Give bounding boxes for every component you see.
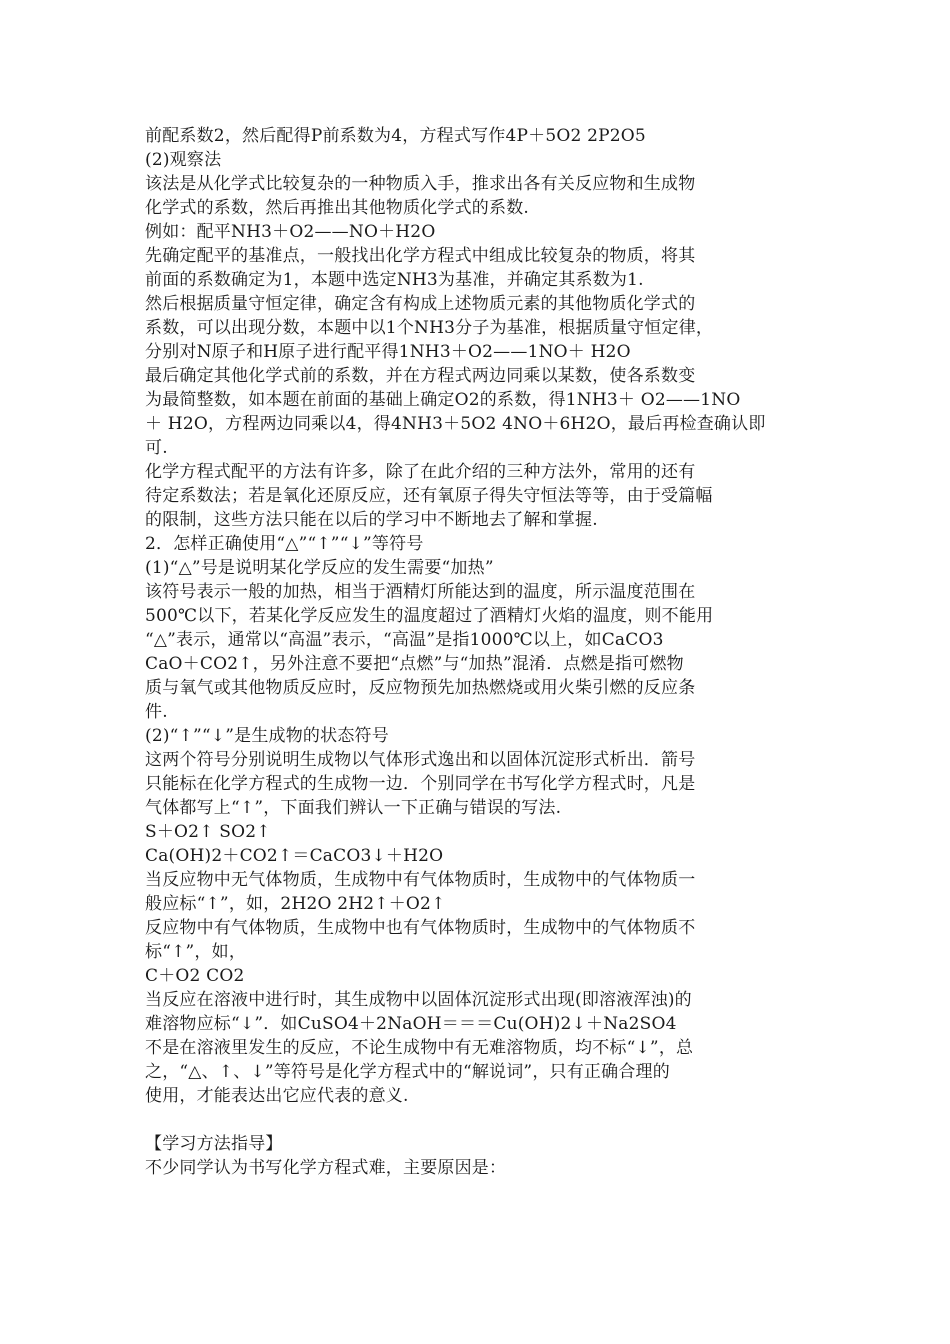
text-line: 2．怎样正确使用“△”“↑”“↓”等符号 [145,534,424,554]
document-body [145,124,810,1180]
text-line: S＋O2↑ SO2↑ [145,822,271,842]
text-line: 系数，可以出现分数，本题中以1个NH3分子为基准，根据质量守恒定律， [145,318,714,338]
text-line: 的限制，这些方法只能在以后的学习中不断地去了解和掌握. [145,510,598,530]
text-line: (1)“△”号是说明某化学反应的发生需要“加热” [145,558,494,578]
text-line: 待定系数法；若是氧化还原反应，还有氧原子得失守恒法等等，由于受篇幅 [145,486,713,506]
text-line: 500℃以下，若某化学反应发生的温度超过了酒精灯火焰的温度，则不能用 [145,606,714,626]
text-line: (2)“↑”“↓”是生成物的状态符号 [145,726,389,746]
text-line: 可. [145,438,168,458]
text-line: 标“↑”，如， [145,942,247,962]
text-line: 例如：配平NH3＋O2——NO＋H2O [145,222,436,242]
text-line: 当反应在溶液中进行时，其生成物中以固体沉淀形式出现(即溶液浑浊)的 [145,990,692,1010]
text-line: 【学习方法指导】 [145,1134,283,1154]
text-line: 为最简整数，如本题在前面的基础上确定O2的系数，得1NH3＋ O2——1NO [145,390,741,410]
text-line: 般应标“↑”，如，2H2O 2H2↑＋O2↑ [145,894,446,914]
text-line: ＋ H2O，方程两边同乘以4，得4NH3＋5O2 4NO＋6H2O，最后再检查确认即 [145,414,766,434]
text-line: 不少同学认为书写化学方程式难，主要原因是： [145,1158,507,1178]
text-line: C＋O2 CO2 [145,966,245,986]
text-line: 之，“△、↑、↓”等符号是化学方程式中的“解说词”，只有正确合理的 [145,1062,670,1082]
text-line: Ca(OH)2＋CO2↑＝CaCO3↓＋H2O [145,846,444,866]
text-line: 该法是从化学式比较复杂的一种物质入手，推求出各有关反应物和生成物 [145,174,696,194]
text-line: 分别对N原子和H原子进行配平得1NH3＋O2——1NO＋ H2O [145,342,631,362]
text-line: 不是在溶液里发生的反应，不论生成物中有无难溶物质，均不标“↓”，总 [145,1038,694,1058]
text-line: 反应物中有气体物质，生成物中也有气体物质时，生成物中的气体物质不 [145,918,696,938]
text-line: 然后根据质量守恒定律，确定含有构成上述物质元素的其他物质化学式的 [145,294,696,314]
text-line: (2)观察法 [145,150,222,170]
text-line: 该符号表示一般的加热，相当于酒精灯所能达到的温度，所示温度范围在 [145,582,696,602]
blank-line [145,1108,810,1132]
text-line: 最后确定其他化学式前的系数，并在方程式两边同乘以某数，使各系数变 [145,366,696,386]
text-line: 难溶物应标“↓”．如CuSO4＋2NaOH＝＝＝Cu(OH)2↓＋Na2SO4 [145,1014,677,1034]
text-line: 前面的系数确定为1，本题中选定NH3为基准，并确定其系数为1. [145,270,644,290]
text-line: 使用，才能表达出它应代表的意义. [145,1086,409,1106]
text-line: “△”表示，通常以“高温”表示，“高温”是指1000℃以上，如CaCO3 [145,630,664,650]
text-line: 先确定配平的基准点，一般找出化学方程式中组成比较复杂的物质，将其 [145,246,696,266]
text-line: 化学式的系数，然后再推出其他物质化学式的系数. [145,198,530,218]
text-line: 件. [145,702,168,722]
text-line: 化学方程式配平的方法有许多，除了在此介绍的三种方法外，常用的还有 [145,462,696,482]
text-line: 只能标在化学方程式的生成物一边．个别同学在书写化学方程式时，凡是 [145,774,696,794]
text-line: 质与氧气或其他物质反应时，反应物预先加热燃烧或用火柴引燃的反应条 [145,678,696,698]
text-line: 气体都写上“↑”，下面我们辨认一下正确与错误的写法. [145,798,562,818]
text-line: 当反应物中无气体物质，生成物中有气体物质时，生成物中的气体物质一 [145,870,696,890]
text-line: 前配系数2，然后配得P前系数为4，方程式写作4P＋5O2 2P2O5 [145,126,646,146]
text-line: 这两个符号分别说明生成物以气体形式逸出和以固体沉淀形式析出．箭号 [145,750,696,770]
text-line: CaO＋CO2↑，另外注意不要把“点燃”与“加热”混淆．点燃是指可燃物 [145,654,684,674]
